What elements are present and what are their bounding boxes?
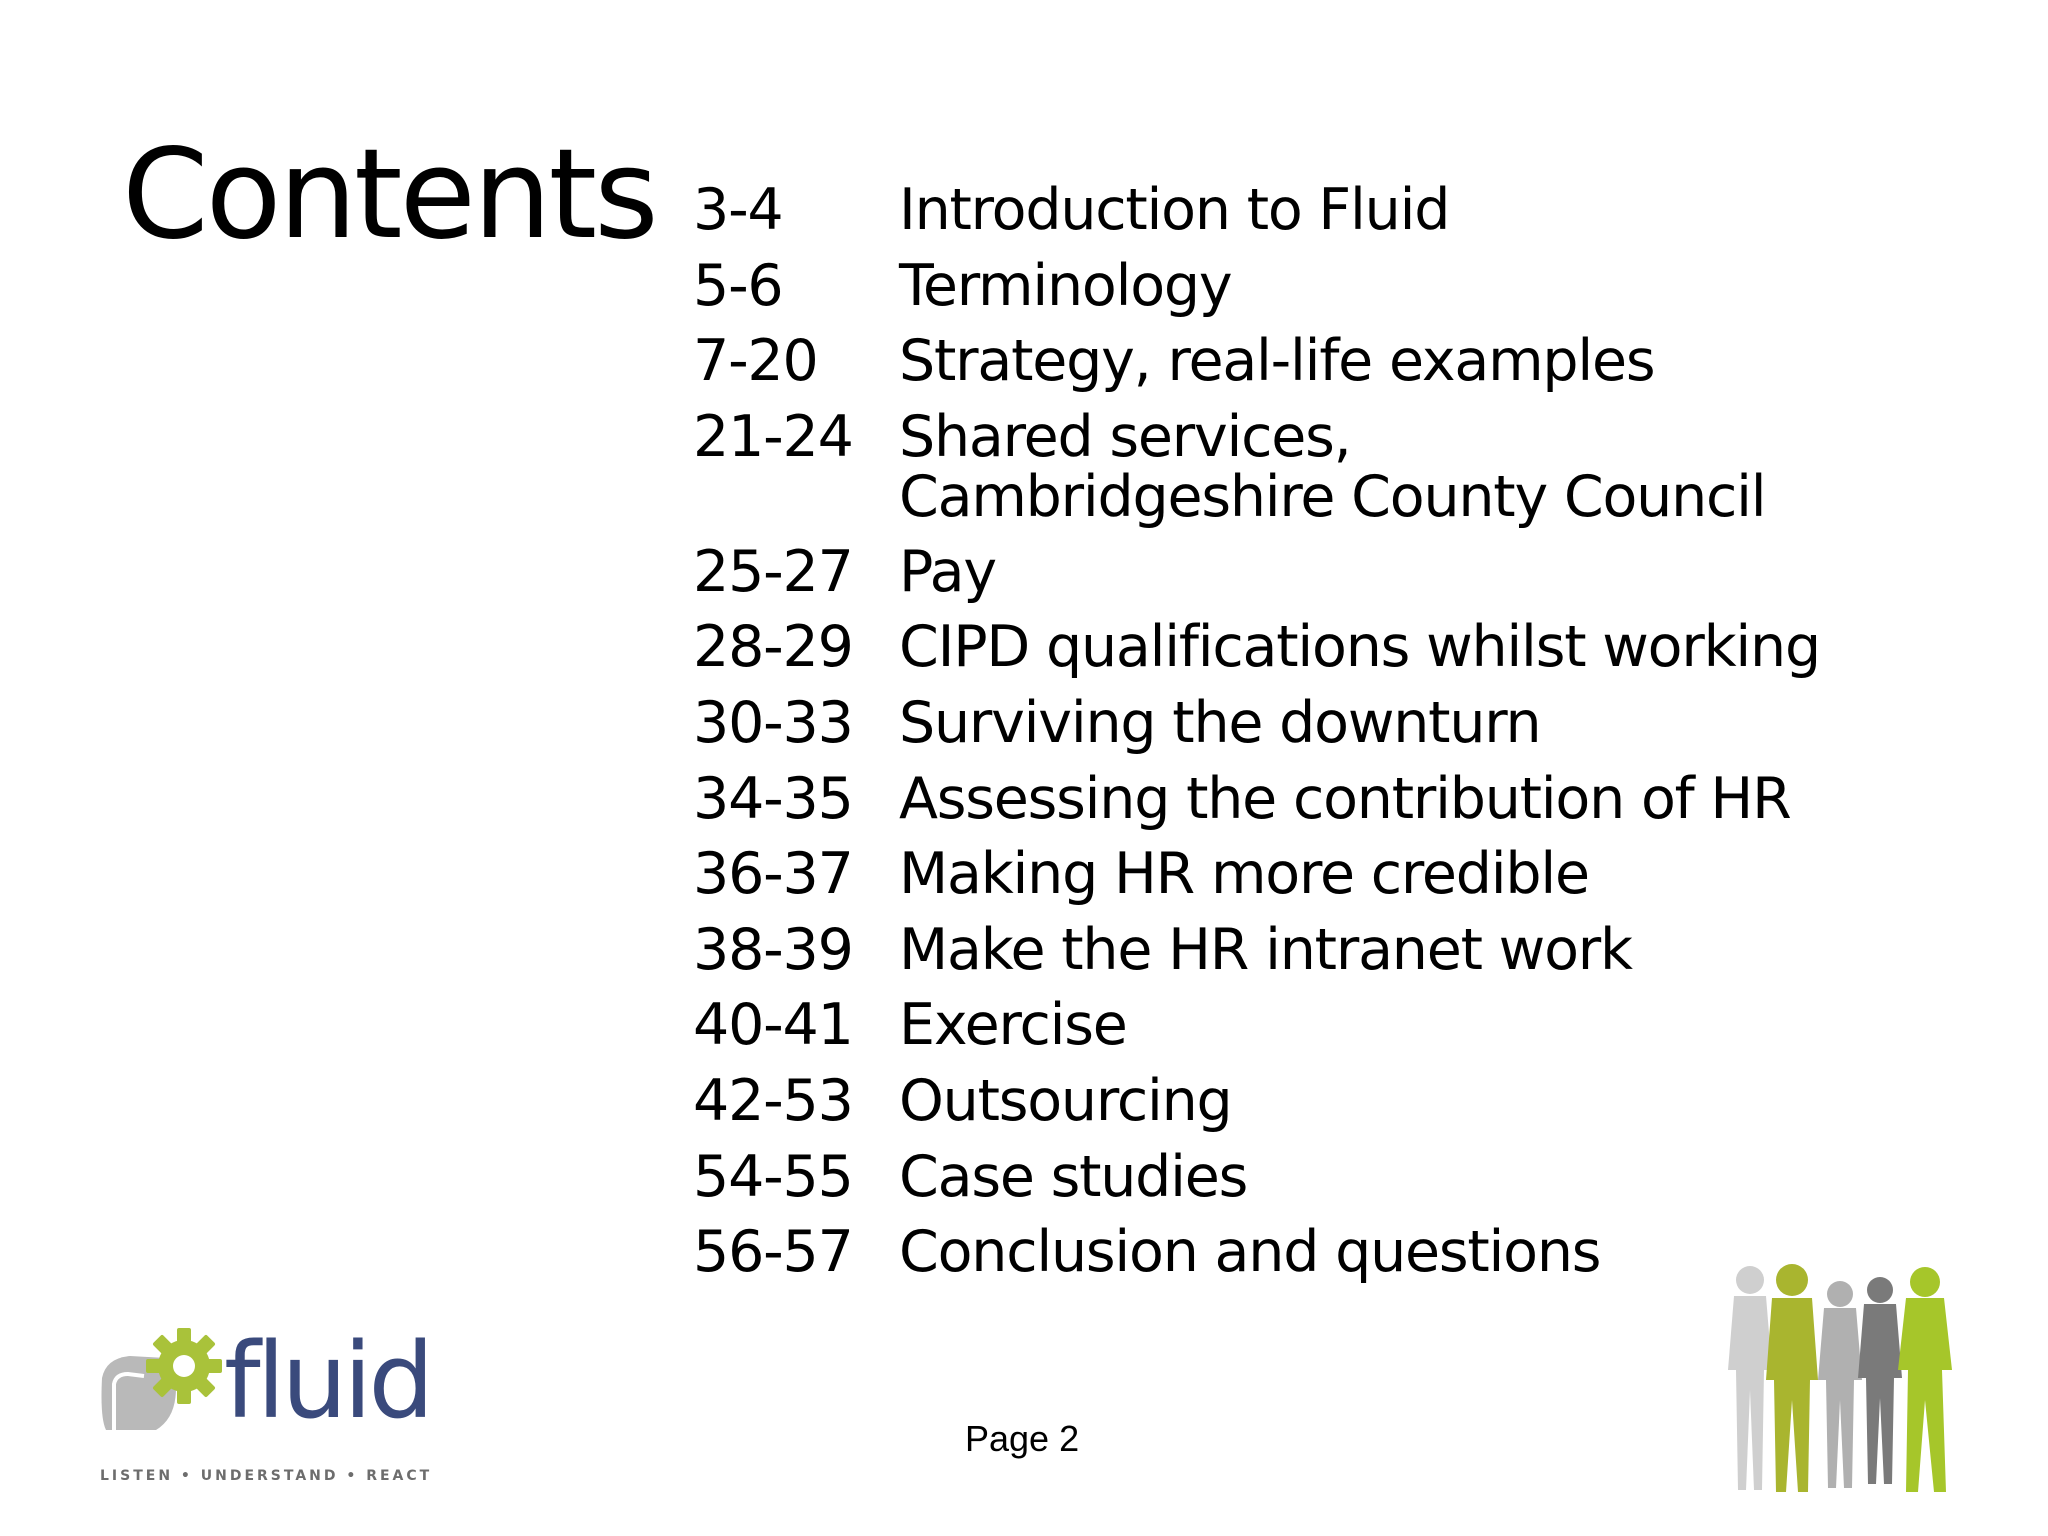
toc-label: Pay: [899, 538, 996, 605]
people-silhouettes-icon: [1720, 1260, 1980, 1500]
logo-tagline: LISTEN • UNDERSTAND • REACT: [100, 1468, 433, 1484]
toc-row: [693, 326, 1993, 402]
logo-wordmark: fluid: [224, 1320, 431, 1442]
toc-page-range: 34-35: [693, 765, 853, 832]
toc-label: Introduction to Fluid: [899, 177, 1450, 243]
toc-row: [693, 1066, 1993, 1142]
toc-label: Exercise: [899, 992, 1127, 1059]
toc-label: Shared services, Cambridgeshire County Council: [899, 403, 1766, 530]
toc-page-range: 36-37: [693, 841, 853, 908]
toc-page-range: 54-55: [693, 1143, 853, 1210]
toc-page-range: 56-57: [693, 1219, 853, 1286]
toc-row: [693, 1142, 1993, 1218]
toc-label: Strategy, real-life examples: [899, 328, 1655, 395]
toc-page-range: 38-39: [693, 916, 853, 983]
toc-page-range: 25-27: [693, 538, 853, 605]
toc-row: [693, 915, 1993, 991]
toc-row: [693, 537, 1993, 613]
fluid-logo: [96, 1318, 433, 1498]
toc-row: [693, 612, 1993, 688]
toc-page-range: 3-4: [693, 177, 783, 243]
toc-label: Assessing the contribution of HR: [899, 765, 1791, 832]
toc-page-range: 21-24: [693, 403, 853, 470]
toc-row: [693, 764, 1993, 840]
toc-page-range: 30-33: [693, 689, 853, 756]
toc-label: Terminology: [899, 252, 1232, 319]
toc-row: [693, 251, 1993, 327]
toc-label: Outsourcing: [899, 1067, 1232, 1134]
toc-label: CIPD qualifications whilst working: [899, 614, 1820, 681]
toc-label: Surviving the downturn: [899, 689, 1541, 756]
toc-label: Conclusion and questions: [899, 1219, 1601, 1286]
toc-row: [693, 402, 1993, 537]
toc-page-range: 28-29: [693, 614, 853, 681]
toc-page-range: 7-20: [693, 328, 818, 395]
toc-row: [693, 688, 1993, 764]
toc-page-range: 42-53: [693, 1067, 853, 1134]
toc-row: [693, 175, 1993, 251]
toc-label: Case studies: [899, 1143, 1248, 1210]
toc-row: [693, 990, 1993, 1066]
toc-label: Make the HR intranet work: [899, 916, 1632, 983]
toc-label: Making HR more credible: [899, 841, 1589, 908]
page-title: Contents: [122, 123, 656, 267]
toc-page-range: 5-6: [693, 252, 783, 319]
toc-row: [693, 839, 1993, 915]
table-of-contents: [693, 175, 1993, 1293]
page-number: Page 2: [965, 1418, 1080, 1459]
toc-page-range: 40-41: [693, 992, 853, 1059]
